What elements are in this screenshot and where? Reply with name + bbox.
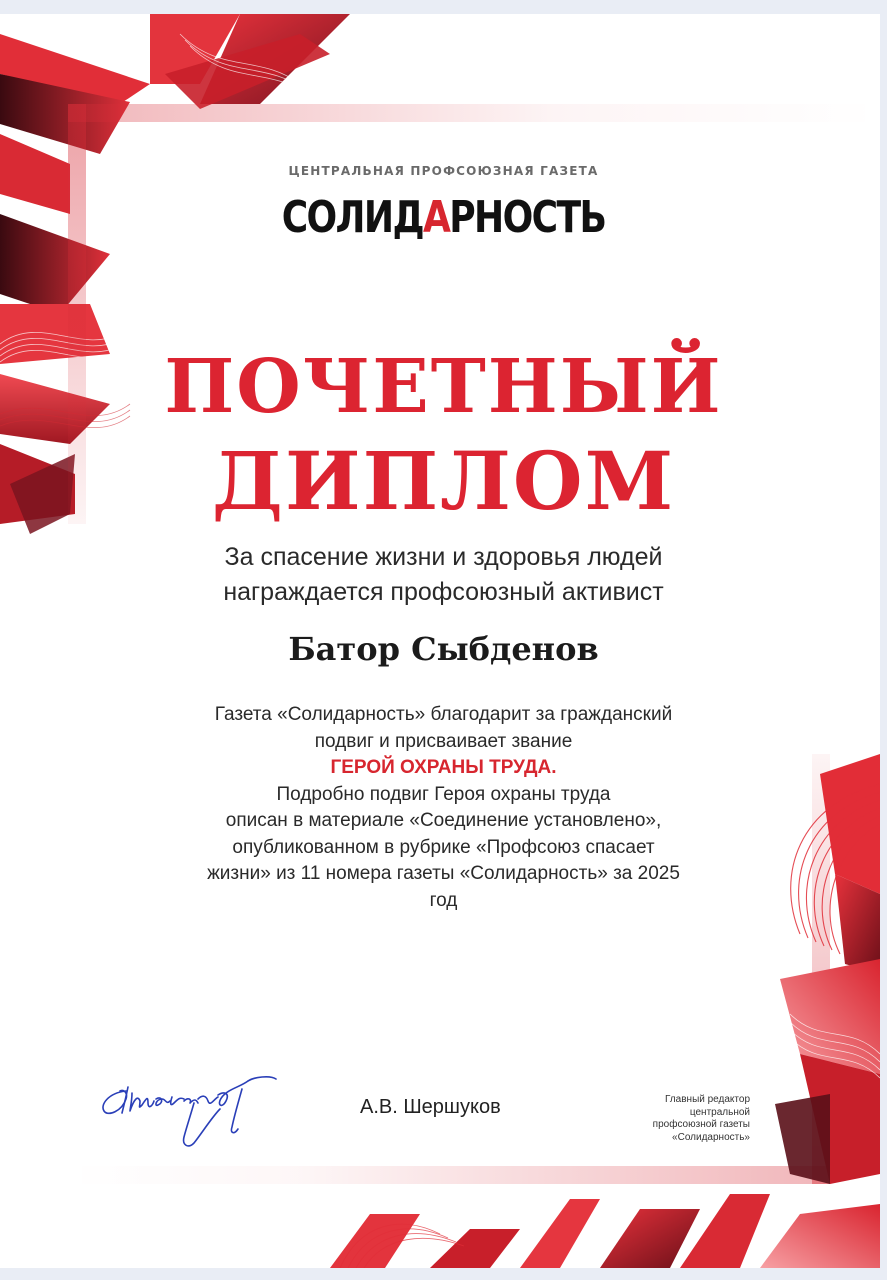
award-reason xyxy=(0,540,880,610)
body-line-4: описан в материале «Соединение установлено», xyxy=(225,810,662,831)
signer-name: А.В. Шершуков xyxy=(360,1096,501,1118)
logo-text-part1: СОЛИД xyxy=(281,192,423,243)
position-line-3: профсоюзной газеты xyxy=(652,1119,750,1130)
body-line-3: Подробно подвиг Героя охраны труда xyxy=(276,783,611,805)
logo-text-accent: А xyxy=(422,192,450,243)
diploma-title-line2: ДИПЛОМ xyxy=(211,434,676,528)
frame-top-bar xyxy=(68,104,878,122)
logo-text-part2: РНОСТЬ xyxy=(449,192,606,243)
newspaper-logo xyxy=(80,192,807,243)
position-line-4: «Солидарность» xyxy=(672,1131,750,1143)
body-line-6: жизни» из 11 номера газеты «Солидарность» за 2025 xyxy=(207,863,680,884)
signer-position xyxy=(590,1094,750,1144)
logo-subtitle: ЦЕНТРАЛЬНАЯ ПРОФСОЮЗНАЯ ГАЗЕТА xyxy=(288,164,599,178)
recipient-name: Батор Сыбденов xyxy=(288,630,599,668)
signature-icon xyxy=(98,1069,288,1154)
diploma-sheet xyxy=(0,14,880,1268)
body-line-7: год xyxy=(429,889,458,911)
position-line-1: Главный редактор xyxy=(664,1094,750,1105)
hero-title: ГЕРОЙ ОХРАНЫ ТРУДА. xyxy=(330,757,557,778)
diploma-title-line1: ПОЧЕТНЫЙ xyxy=(164,344,723,430)
award-line-2: награждается профсоюзный активист xyxy=(223,578,664,606)
position-line-2: центральной xyxy=(689,1106,750,1118)
diploma-body xyxy=(0,702,880,914)
body-line-1: Газета «Солидарность» благодарит за гражданский xyxy=(214,704,673,725)
award-line-1: За спасение жизни и здоровья людей xyxy=(224,543,663,571)
body-line-2: подвиг и присваивает звание xyxy=(314,730,573,752)
frame-bottom-bar xyxy=(70,1166,830,1184)
body-line-5: опубликованном в рубрике «Профсоюз спасает xyxy=(232,836,655,858)
